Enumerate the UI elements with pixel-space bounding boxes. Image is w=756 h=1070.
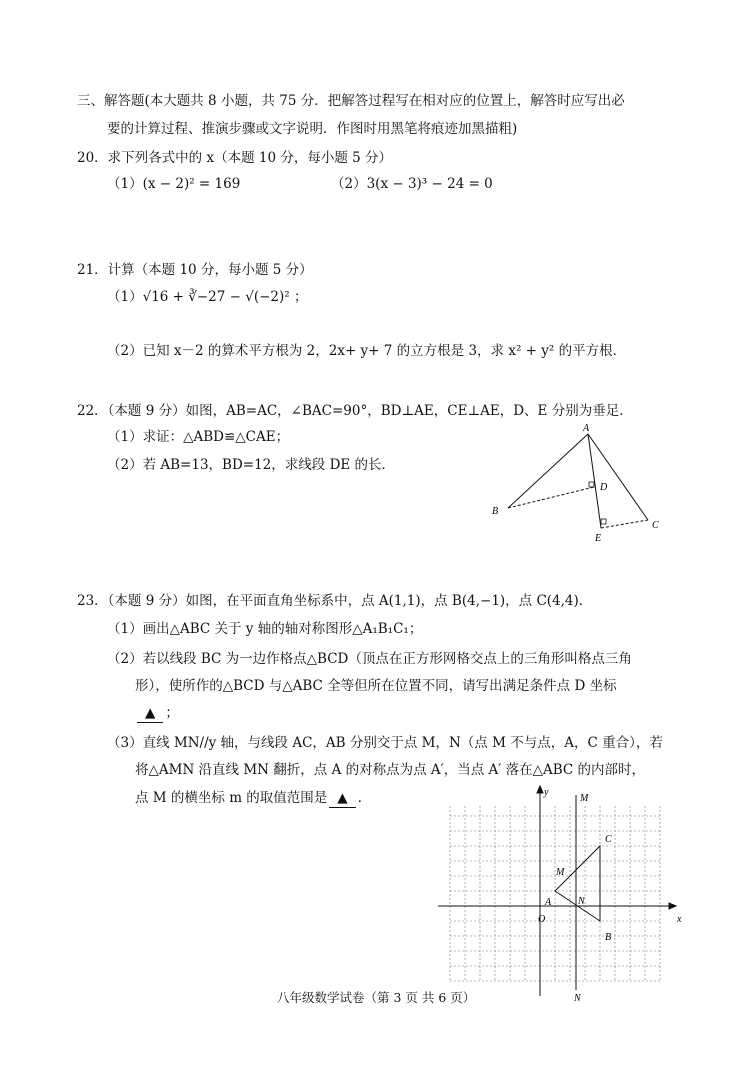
- q23-part1: （1）画出△ABC 关于 y 轴的轴对称图形△A₁B₁C₁；: [107, 621, 423, 637]
- q20-title: 20．求下列各式中的 x（本题 10 分，每小题 5 分）: [77, 150, 393, 166]
- q23-part3-line3: 点 M 的横坐标 m 的取值范围是 ▲ ．: [135, 790, 372, 806]
- q23-title: 23．（本题 9 分）如图，在平面直角坐标系中，点 A(1,1)，点 B(4,−1)，点 C(4,4)．: [77, 593, 593, 609]
- q23-part2-line1: （2）若以线段 BC 为一边作格点△BCD（顶点在正方形网格交点上的三角形叫格点三角: [107, 651, 632, 667]
- answer-blank-m[interactable]: ▲: [329, 789, 355, 808]
- q22-triangle-figure: [480, 420, 670, 550]
- answer-blank-d[interactable]: ▲: [137, 704, 163, 723]
- page-footer: 八年级数学试卷（第 3 页 共 6 页）: [277, 990, 476, 1005]
- q23-label-b: B: [605, 932, 612, 943]
- q23-coordinate-grid: [430, 780, 690, 1005]
- q22-label-c: C: [652, 520, 659, 531]
- q22-segment-ac: [588, 434, 648, 520]
- q20-part2: （2）3(x − 3)³ − 24 = 0: [331, 176, 493, 192]
- q23-label-origin: O: [538, 914, 546, 925]
- q22-segment-ae: [588, 434, 601, 528]
- q23-triangle-abc: [555, 846, 600, 921]
- q22-part2: （2）若 AB=13，BD=12，求线段 DE 的长．: [107, 457, 396, 473]
- q22-label-d: D: [600, 482, 608, 493]
- q23-part2-line3: ▲ ；: [135, 704, 179, 723]
- q22-label-a: A: [583, 423, 590, 434]
- q22-segment-ec: [601, 520, 648, 528]
- q23-grid-lines: [450, 806, 660, 981]
- section-heading-line1: 三、解答题(本大题共 8 小题，共 75 分．把解答过程写在相对应的位置上，解答时应写出必: [77, 93, 625, 109]
- q22-segment-ab: [508, 434, 588, 508]
- q22-segment-bd: [508, 487, 594, 508]
- q21-part1: （1）√16 + ∛−27 − √(−2)² ；: [107, 289, 308, 305]
- q23-label-m-top: M: [580, 793, 589, 804]
- q22-part1: （1）求证：△ABD≌△CAE；: [107, 429, 290, 445]
- q23-label-y: y: [544, 787, 549, 798]
- q23-label-n: N: [578, 896, 585, 907]
- q22-right-angle-d: [589, 482, 594, 487]
- q23-label-c: C: [605, 834, 612, 845]
- q22-right-angle-e: [601, 519, 606, 524]
- q23-x-axis-arrow: [669, 903, 676, 909]
- q21-part2: （2）已知 x－2 的算术平方根为 2，2x+ y+ 7 的立方根是 3，求 x² + y² 的平方根．: [107, 343, 627, 359]
- q23-part3-line2: 将△AMN 沿直线 MN 翻折，点 A 的对称点为点 A′，当点 A′ 落在△ABC 的内部时，: [135, 762, 646, 778]
- q23-label-x: x: [677, 914, 682, 925]
- q21-title: 21．计算（本题 10 分，每小题 5 分）: [77, 262, 313, 278]
- q22-title: 22．（本题 9 分）如图，AB=AC，∠BAC=90°，BD⊥AE，CE⊥AE，D、E 分别为垂足．: [77, 403, 633, 419]
- q23-label-n-bottom: N: [574, 993, 581, 1004]
- q22-label-b: B: [492, 506, 499, 517]
- section-heading-line2: 要的计算过程、推演步骤或文字说明．作图时用黑笔将痕迹加黑描粗): [107, 121, 518, 137]
- q23-part2-line2: 形），使所作的△BCD 与△ABC 全等但所在位置不同，请写出满足条件点 D 坐标: [135, 678, 617, 694]
- q23-label-a: A: [545, 897, 552, 908]
- q23-label-m: M: [556, 867, 565, 878]
- q20-part1: （1）(x − 2)² = 169: [107, 176, 241, 192]
- q23-part3-line1: （3）直线 MN//y 轴，与线段 AC，AB 分别交于点 M，N（点 M 不与点，A，C 重合），若: [107, 735, 663, 751]
- q22-label-e: E: [595, 533, 602, 544]
- q23-y-axis-arrow: [537, 786, 543, 793]
